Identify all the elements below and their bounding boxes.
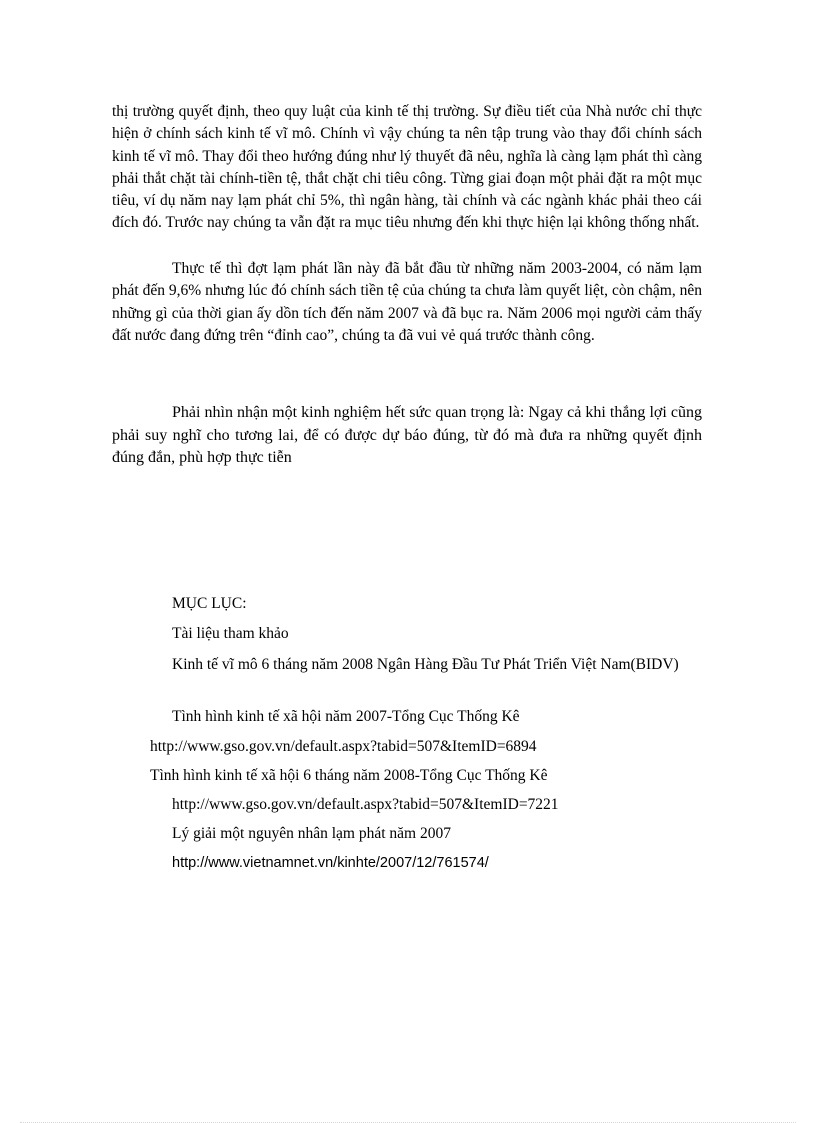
body-paragraph-3: Phải nhìn nhận một kinh nghiệm hết sức quan trọng là: Ngay cả khi thắng lợi cũng phải suy nghĩ cho tương lai, để có được dự báo đúng, từ đó mà đưa ra những quyết định đúng đắn, phù hợp thực tiễn bbox=[112, 404, 702, 466]
reference-entry: Tình hình kinh tế xã hội năm 2007-Tổng Cục Thống Kê bbox=[172, 708, 520, 725]
body-paragraph-2: Thực tế thì đợt lạm phát lần này đã bắt đầu từ những năm 2003-2004, có năm lạm phát đến 9,6% nhưng lúc đó chính sách tiền tệ của chúng ta chưa làm quyết liệt, còn chậm, nên những gì của thời gian ấy dồn tích đến năm 2007 và đã bục ra. Năm 2006 mọi người cảm thấy đất nước đang đứng trên “đỉnh cao”, chúng ta đã vui vẻ quá trước thành công. bbox=[112, 260, 702, 344]
reference-url: http://www.gso.gov.vn/default.aspx?tabid=507&ItemID=6894 bbox=[150, 738, 537, 755]
reference-url: http://www.vietnamnet.vn/kinhte/2007/12/761574/ bbox=[172, 855, 489, 871]
reference-url: http://www.gso.gov.vn/default.aspx?tabid=507&ItemID=7221 bbox=[172, 796, 559, 813]
references-title: Tài liệu tham khảo bbox=[172, 625, 289, 642]
reference-entry: Lý giải một nguyên nhân lạm phát năm 2007 bbox=[172, 825, 451, 842]
toc-heading: MỤC LỤC: bbox=[172, 595, 247, 612]
body-paragraph-1: thị trường quyết định, theo quy luật của kinh tế thị trường. Sự điều tiết của Nhà nước chỉ thực hiện ở chính sách kinh tế vĩ mô. Chính vì vậy chúng ta nên tập trung vào thay đổi chính sách kinh tế vĩ mô. Thay đổi theo hướng đúng như lý thuyết đã nêu, nghĩa là càng lạm phát thì càng phải thắt chặt tài chính-tiền tệ, thắt chặt chi tiêu công. Từng giai đoạn một phải đặt ra một mục tiêu, ví dụ năm nay lạm phát chỉ 5%, thì ngân hàng, tài chính và các ngành khác phải theo cái đích đó. Trước nay chúng ta vẫn đặt ra mục tiêu nhưng đến khi thực hiện lại không thống nhất. bbox=[112, 103, 702, 232]
reference-entry: Tình hình kinh tế xã hội 6 tháng năm 2008-Tổng Cục Thống Kê bbox=[150, 767, 548, 784]
reference-entry: Kinh tế vĩ mô 6 tháng năm 2008 Ngân Hàng Đầu Tư Phát Triển Việt Nam(BIDV) bbox=[172, 656, 679, 673]
